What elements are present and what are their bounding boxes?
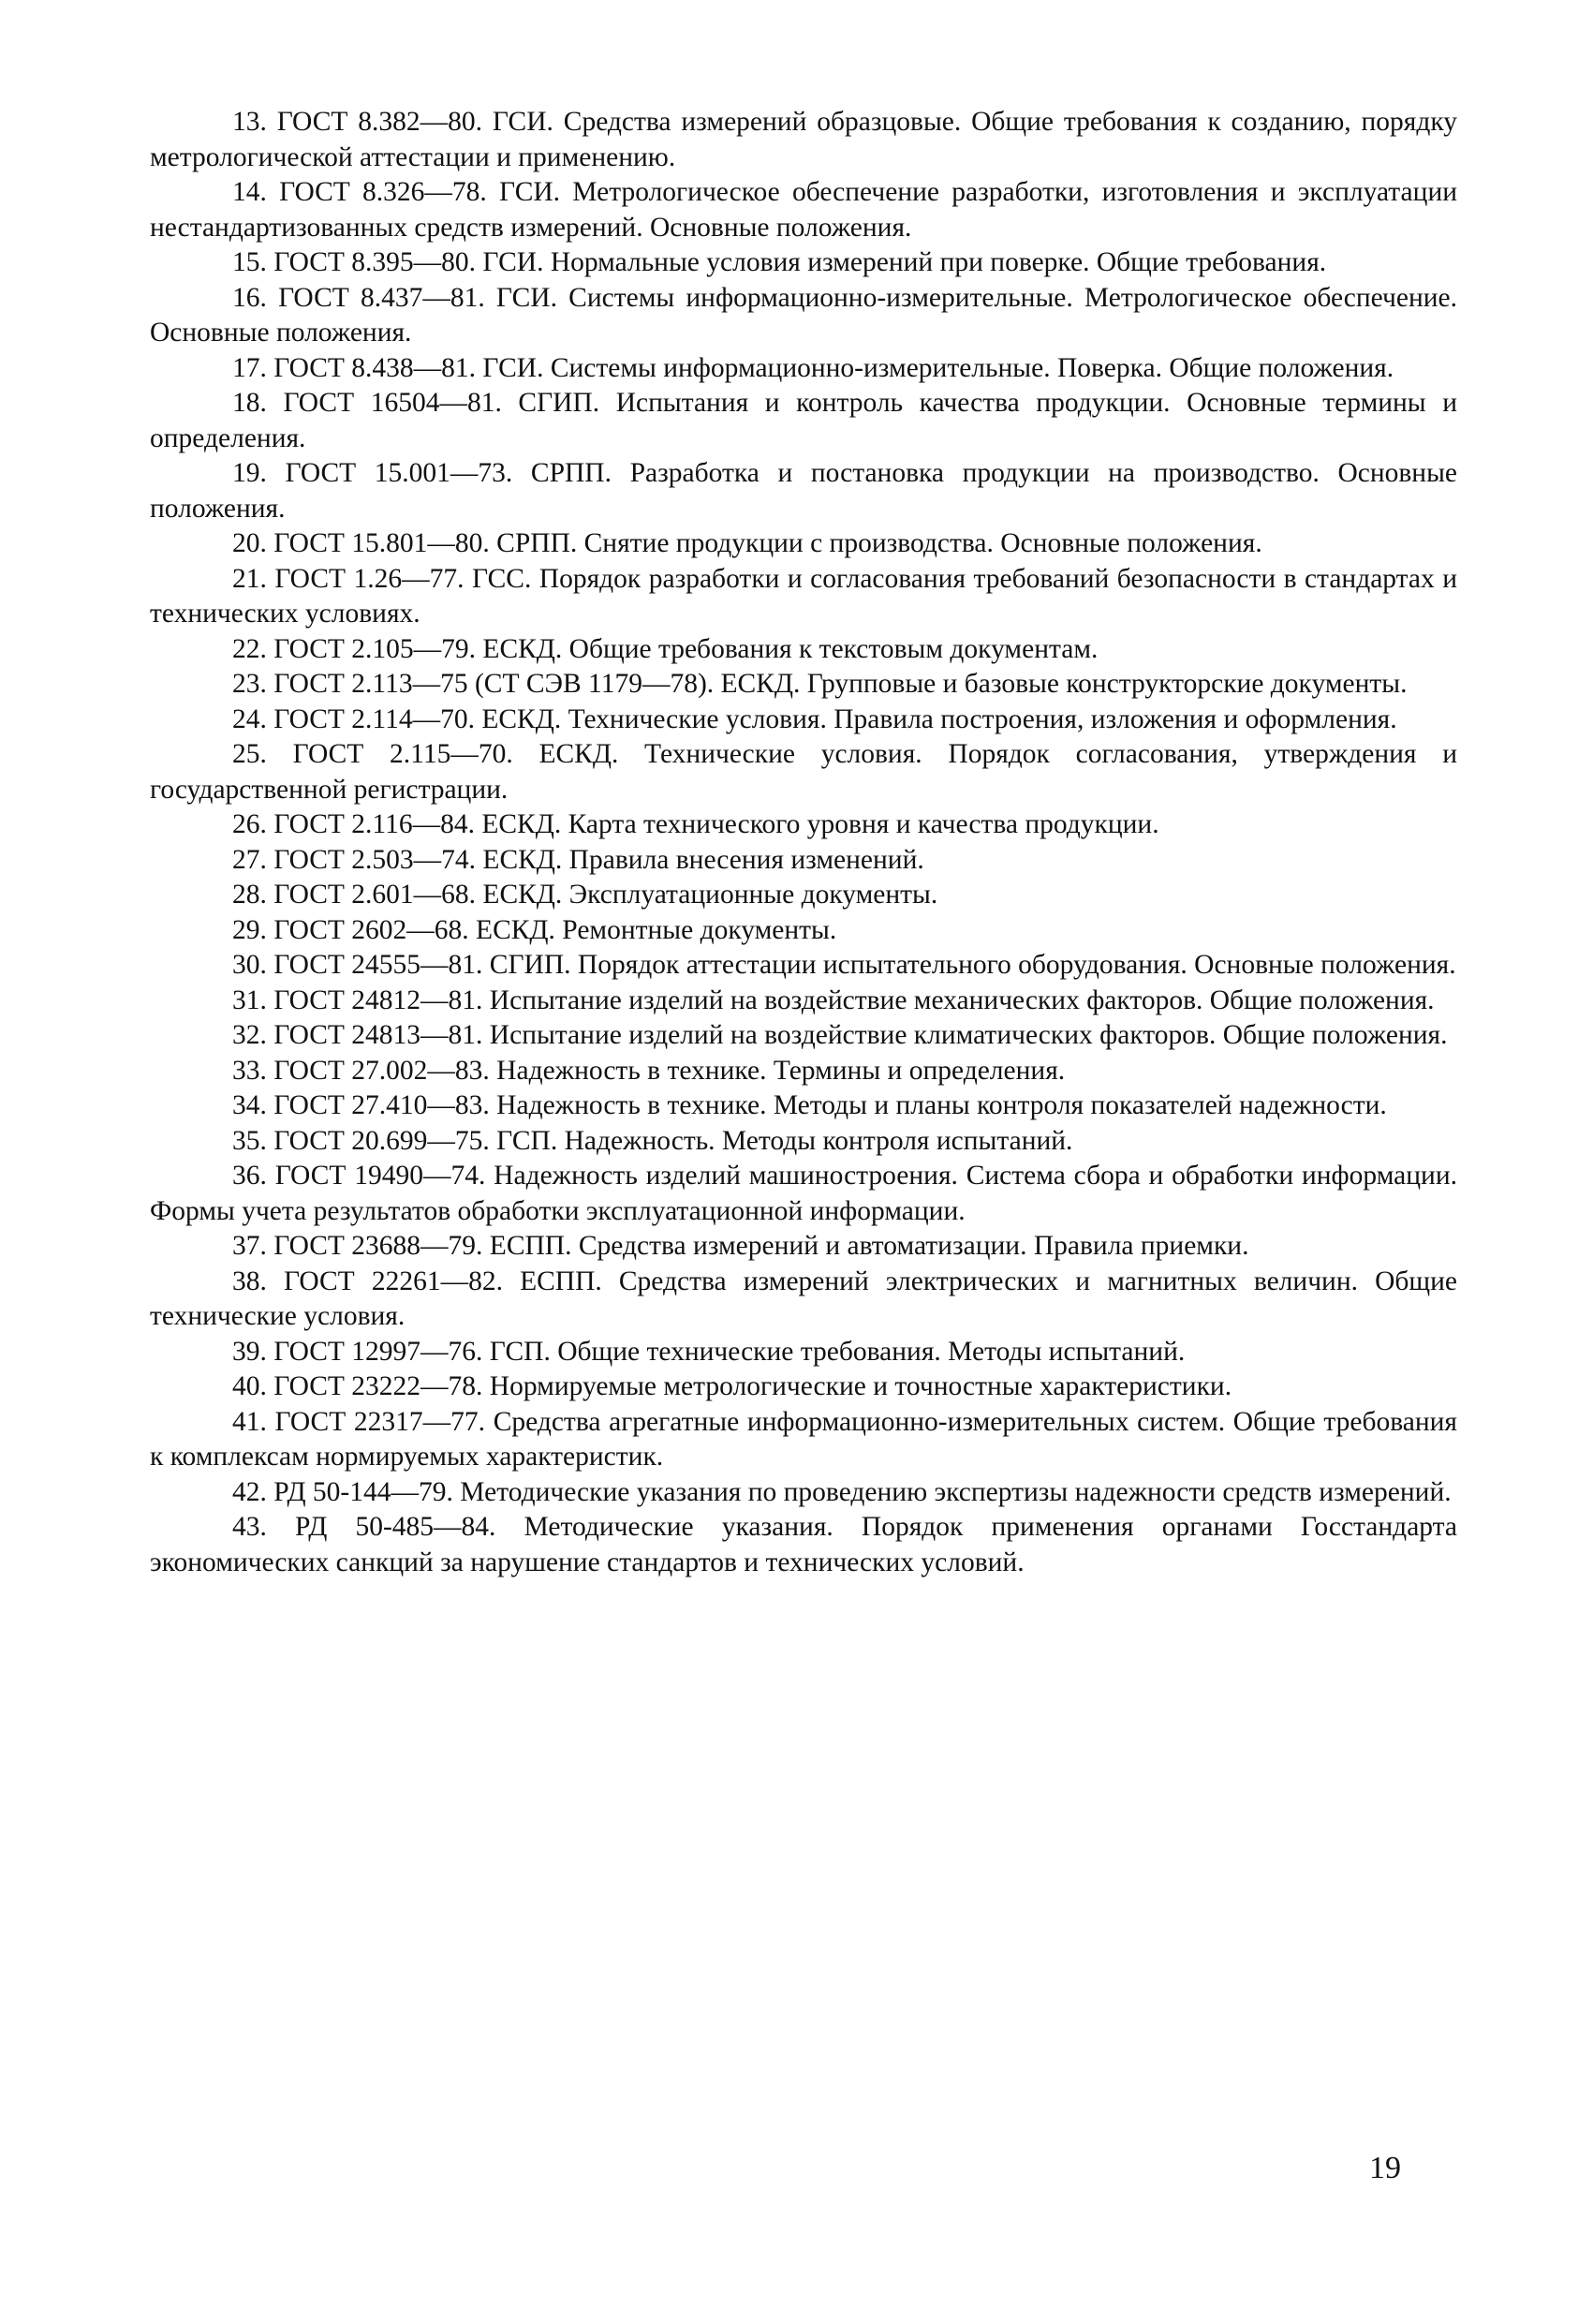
reference-text: ГОСТ 2.113—75 (СТ СЭВ 1179—78). ЕСКД. Групповые и базовые конструкторские документы. bbox=[273, 669, 1408, 699]
reference-item bbox=[150, 667, 1457, 703]
reference-number: 16. bbox=[232, 282, 267, 313]
reference-item bbox=[150, 1335, 1457, 1370]
reference-number: 14. bbox=[232, 177, 267, 207]
reference-number: 39. bbox=[232, 1336, 267, 1367]
reference-text: ГОСТ 24812—81. Испытание изделий на воздействие механических факторов. Общие положения. bbox=[273, 984, 1435, 1015]
reference-text: ГОСТ 1.26—77. ГСС. Порядок разработки и согласования требований безопасности в стандартах и технических условиях. bbox=[150, 563, 1457, 629]
reference-text: ГОСТ 27.002—83. Надежность в технике. Термины и определения. bbox=[273, 1055, 1066, 1086]
reference-text: ГОСТ 19490—74. Надежность изделий машиностроения. Система сбора и обработки информации. Формы учета результатов обработки эксплуатационной информации. bbox=[150, 1161, 1458, 1226]
reference-text: ГОСТ 2.105—79. ЕСКД. Общие требования к текстовым документам. bbox=[273, 633, 1099, 664]
reference-number: 25. bbox=[232, 739, 267, 769]
reference-item bbox=[150, 526, 1457, 562]
reference-item bbox=[150, 1369, 1457, 1405]
reference-item bbox=[150, 281, 1457, 351]
reference-text: ГОСТ 22317—77. Средства агрегатные информационно-измерительных систем. Общие требования к комплексам нормируемых характеристик. bbox=[150, 1406, 1458, 1472]
reference-item bbox=[150, 1229, 1457, 1265]
reference-text: ГОСТ 2.114—70. ЕСКД. Технические условия. Правила построения, изложения и оформления. bbox=[273, 703, 1397, 734]
reference-item bbox=[150, 984, 1457, 1019]
reference-item bbox=[150, 807, 1457, 843]
reference-text: РД 50-144—79. Методические указания по проведению экспертизы надежности средств измерений. bbox=[273, 1476, 1452, 1507]
reference-text: ГОСТ 2.503—74. ЕСКД. Правила внесения изменений. bbox=[273, 844, 924, 875]
reference-item bbox=[150, 175, 1457, 245]
reference-text: ГОСТ 27.410—83. Надежность в технике. Методы и планы контроля показателей надежности. bbox=[273, 1090, 1387, 1120]
reference-number: 19. bbox=[232, 458, 267, 488]
reference-text: ГОСТ 23688—79. ЕСПП. Средства измерений и автоматизации. Правила приемки. bbox=[273, 1231, 1249, 1261]
reference-number: 18. bbox=[232, 388, 267, 418]
reference-item bbox=[150, 948, 1457, 984]
reference-number: 27. bbox=[232, 844, 267, 875]
reference-item bbox=[150, 1405, 1457, 1475]
reference-number: 29. bbox=[232, 914, 267, 945]
reference-text: ГОСТ 8.326—78. ГСИ. Метрологическое обеспечение разработки, изготовления и эксплуатации нестандартизованных средств измерений. Основные положения. bbox=[150, 177, 1458, 243]
reference-text: ГОСТ 8.382—80. ГСИ. Средства измерений образцовые. Общие требования к созданию, порядку метрологической аттестации и применению. bbox=[150, 107, 1457, 172]
reference-item bbox=[150, 1124, 1457, 1160]
reference-number: 13. bbox=[232, 107, 267, 137]
reference-text: ГОСТ 24555—81. СГИП. Порядок аттестации испытательного оборудования. Основные положения. bbox=[273, 950, 1456, 980]
reference-text: ГОСТ 12997—76. ГСП. Общие технические требования. Методы испытаний. bbox=[273, 1336, 1186, 1367]
reference-text: ГОСТ 22261—82. ЕСПП. Средства измерений электрических и магнитных величин. Общие технические условия. bbox=[150, 1266, 1458, 1331]
reference-item bbox=[150, 878, 1457, 913]
reference-number: 17. bbox=[232, 352, 267, 383]
reference-item bbox=[150, 1018, 1457, 1054]
reference-text: ГОСТ 2.601—68. ЕСКД. Эксплуатационные документы. bbox=[273, 880, 938, 910]
reference-item bbox=[150, 386, 1457, 456]
reference-number: 41. bbox=[232, 1406, 267, 1437]
reference-number: 23. bbox=[232, 669, 267, 699]
reference-number: 28. bbox=[232, 880, 267, 910]
reference-number: 40. bbox=[232, 1371, 267, 1401]
reference-number: 34. bbox=[232, 1090, 267, 1120]
reference-text: ГОСТ 2602—68. ЕСКД. Ремонтные документы. bbox=[273, 914, 837, 945]
reference-number: 15. bbox=[232, 247, 267, 277]
reference-item bbox=[150, 105, 1457, 175]
reference-text: ГОСТ 2.115—70. ЕСКД. Технические условия. Порядок согласования, утверждения и государственной регистрации. bbox=[150, 739, 1458, 805]
reference-number: 36. bbox=[232, 1161, 267, 1191]
reference-text: ГОСТ 20.699—75. ГСП. Надежность. Методы контроля испытаний. bbox=[273, 1125, 1073, 1156]
reference-item bbox=[150, 703, 1457, 738]
reference-item bbox=[150, 737, 1457, 807]
reference-text: ГОСТ 8.395—80. ГСИ. Нормальные условия измерений при поверке. Общие требования. bbox=[273, 247, 1327, 277]
reference-number: 32. bbox=[232, 1020, 267, 1050]
reference-text: ГОСТ 24813—81. Испытание изделий на воздействие климатических факторов. Общие положения. bbox=[273, 1020, 1448, 1050]
reference-item bbox=[150, 1510, 1457, 1580]
reference-number: 21. bbox=[232, 563, 267, 594]
reference-number: 30. bbox=[232, 950, 267, 980]
reference-number: 31. bbox=[232, 984, 267, 1015]
reference-list bbox=[150, 105, 1457, 1580]
reference-text: ГОСТ 16504—81. СГИП. Испытания и контроль качества продукции. Основные термины и определения. bbox=[150, 388, 1457, 453]
reference-number: 33. bbox=[232, 1055, 267, 1086]
reference-item bbox=[150, 913, 1457, 949]
reference-text: ГОСТ 8.437—81. ГСИ. Системы информационно-измерительные. Метрологическое обеспечение. Основные положения. bbox=[150, 282, 1458, 348]
page-number: 19 bbox=[1369, 2151, 1401, 2185]
reference-text: РД 50-485—84. Методические указания. Порядок применения органами Госстандарта экономических санкций за нарушение стандартов и технических условий. bbox=[150, 1512, 1457, 1577]
reference-item bbox=[150, 351, 1457, 387]
reference-item bbox=[150, 843, 1457, 879]
reference-text: ГОСТ 2.116—84. ЕСКД. Карта технического уровня и качества продукции. bbox=[273, 809, 1159, 839]
reference-number: 35. bbox=[232, 1125, 267, 1156]
reference-item bbox=[150, 245, 1457, 281]
reference-number: 22. bbox=[232, 633, 267, 664]
reference-number: 42. bbox=[232, 1476, 267, 1507]
reference-text: ГОСТ 15.801—80. СРПП. Снятие продукции с производства. Основные положения. bbox=[273, 528, 1262, 558]
reference-item bbox=[150, 1265, 1457, 1335]
reference-number: 43. bbox=[232, 1512, 267, 1542]
reference-number: 37. bbox=[232, 1231, 267, 1261]
reference-text: ГОСТ 15.001—73. СРПП. Разработка и постановка продукции на производство. Основные положения. bbox=[150, 458, 1458, 524]
reference-item bbox=[150, 632, 1457, 668]
reference-number: 24. bbox=[232, 703, 267, 734]
reference-item bbox=[150, 456, 1457, 526]
reference-text: ГОСТ 8.438—81. ГСИ. Системы информационно-измерительные. Поверка. Общие положения. bbox=[273, 352, 1394, 383]
reference-item bbox=[150, 1054, 1457, 1089]
reference-item bbox=[150, 1159, 1457, 1229]
reference-text: ГОСТ 23222—78. Нормируемые метрологические и точностные характеристики. bbox=[273, 1371, 1232, 1401]
document-page bbox=[150, 105, 1457, 1580]
reference-item bbox=[150, 1088, 1457, 1124]
reference-item bbox=[150, 1475, 1457, 1511]
reference-item bbox=[150, 562, 1457, 632]
reference-number: 20. bbox=[232, 528, 267, 558]
reference-number: 26. bbox=[232, 809, 267, 839]
reference-number: 38. bbox=[232, 1266, 267, 1296]
